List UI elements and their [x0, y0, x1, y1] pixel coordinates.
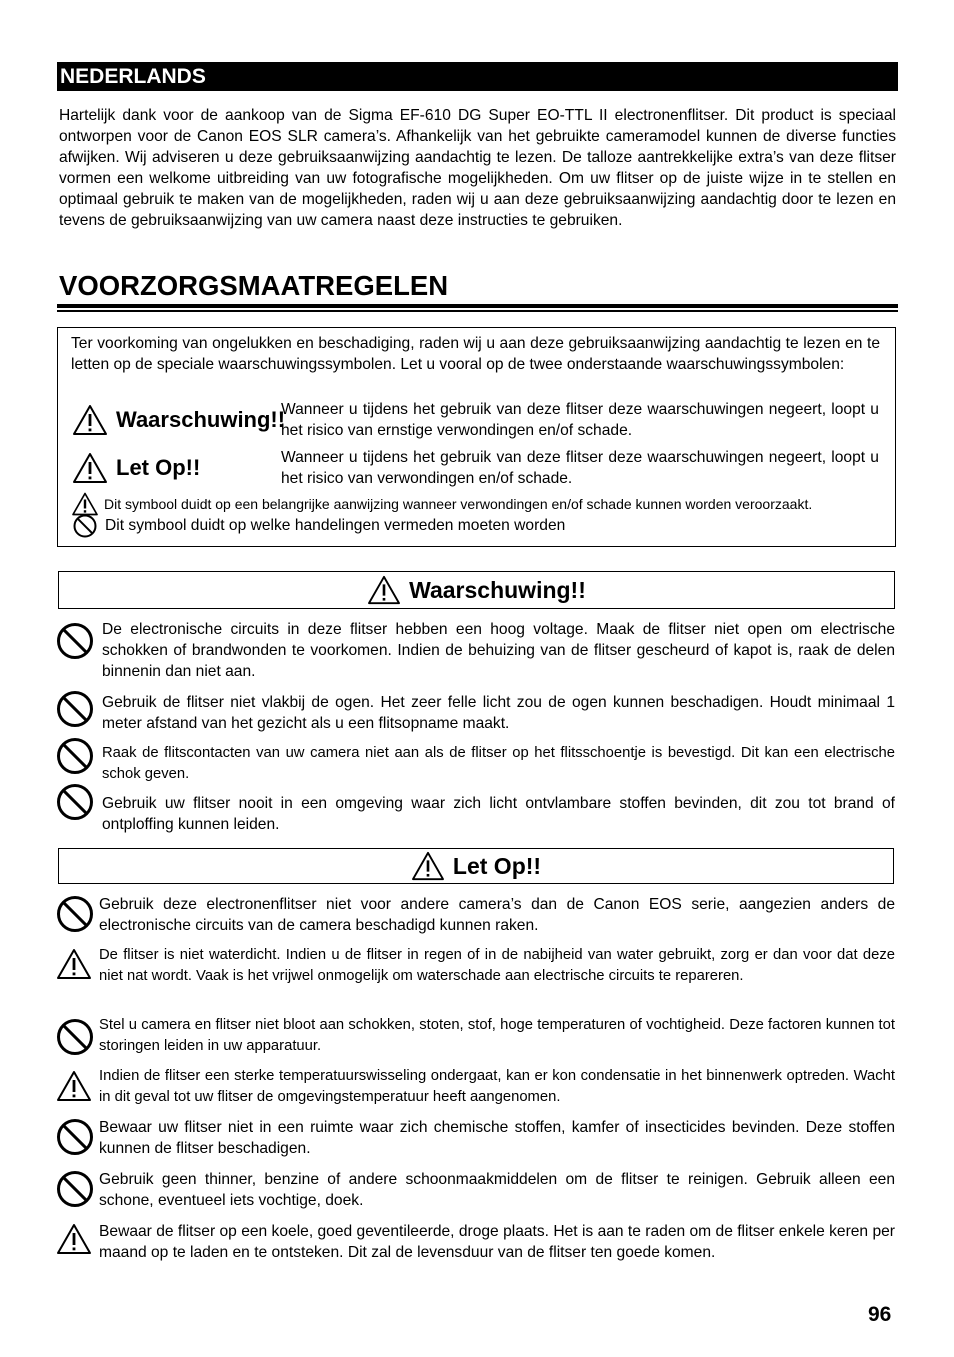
caution-section-header [58, 848, 894, 884]
legend-caution-desc: Wanneer u tijdens het gebruik van deze flitser deze waarschuwingen negeert, loopt u het risico van verwondingen en/of schade. [281, 449, 879, 487]
caution-item-4: Indien de flitser een sterke temperatuurswisseling ondergaat, kan er kon condensatie in het binnenwerk optreden. Wacht in dit geval tot uw flitser de omgevingstemperatuur heeft aangenomen. [99, 1068, 895, 1105]
caution-item-5: Bewaar uw flitser niet in een ruimte waar zich chemische stoffen, kamfer of insecticides bevinden. Deze stoffen kunnen de flitser beschadigen. [99, 1119, 895, 1157]
legend-intro: Ter voorkoming van ongelukken en beschadiging, raden wij u aan deze gebruiksaanwijzing aandachtig te lezen en te letten op de speciale waarschuwingssymbolen. Let u vooral op de twee onderstaande waarschuwingssymbolen: [71, 335, 880, 373]
warning-triangle-icon [56, 947, 92, 981]
language-header: NEDERLANDS [57, 62, 898, 91]
prohibited-icon [56, 783, 94, 821]
caution-item-6: Gebruik geen thinner, benzine of andere schoonmaakmiddelen om de flitser te reinigen. Gebruik alleen een schone, eventueel iets vochtige, doek. [99, 1171, 895, 1209]
warning-triangle-icon [367, 575, 401, 605]
caution-section-title: Let Op!! [452, 852, 542, 879]
warning-triangle-icon [411, 851, 445, 881]
prohibited-icon [56, 895, 94, 933]
warning-section-header [58, 571, 895, 609]
warning-item-3: Raak de flitscontacten van uw camera niet aan als de flitser op het flitsschoentje is bevestigd. Dit kan een electrische schok geven. [102, 745, 895, 782]
warning-section-title: Waarschuwing!! [409, 576, 586, 603]
prohibited-icon [56, 1170, 94, 1208]
prohibited-icon [56, 1118, 94, 1156]
warning-item-1: De electronische circuits in deze flitser hebben een hoog voltage. Maak de flitser niet open om electrische schokken of brandwonden te voorkomen. Indien de behuizing van de flitser gescheurd of kapot is, raak de delen binnenin dan niet aan. [102, 621, 895, 680]
legend-caution-label: Let Op!! [116, 455, 201, 480]
title-rule-thick [57, 304, 898, 308]
intro-paragraph: Hartelijk dank voor de aankoop van de Sigma EF-610 DG Super EO-TTL II electronenflitser. Dit product is speciaal ontworpen voor de Canon EOS SLR camera’s. Afhankelijk van het gebruikte cameramodel kunnen de diverse functies afwijken. Wij adviseren u deze gebruiksaanwijzing aandachtig te lezen. De talloze aantrekkelijke extra’s van deze flitser vormen een welkome uitbreiding van uw fotografische mogelijkheden. Om uw flitser op de juiste wijze in te stellen en optimaal gebruik te maken van de mogelijkheden, raden wij u aan deze gebruiksaanwijzing aandachtig door te lezen en tevens de gebruiksaanwijzing van uw camera naast deze instructies te gebruiken. [59, 107, 896, 229]
warning-triangle-icon [71, 492, 99, 516]
prohibited-icon [56, 737, 94, 775]
caution-item-3: Stel u camera en flitser niet bloot aan schokken, stoten, stof, hoge temperaturen of vochtigheid. Deze factoren kunnen tot storingen leiden in uw apparatuur. [99, 1017, 895, 1054]
legend-prohibited-note: Dit symbool duidt op welke handelingen vermeden moeten worden [105, 517, 566, 534]
caution-item-1: Gebruik deze electronenflitser niet voor andere camera’s dan de Canon EOS serie, aangezien anders de electronische circuits van de camera beschadigd kunnen raken. [99, 896, 895, 934]
legend-warning-label: Waarschuwing!! [116, 407, 286, 432]
warning-item-2: Gebruik de flitser niet vlakbij de ogen. Het zeer felle licht zou de ogen kunnen beschadigen. Houdt minimaal 1 meter afstand van het gezicht als u een flitsopname maakt. [102, 694, 895, 732]
title-rule-thin [57, 310, 898, 312]
legend-triangle-note: Dit symbool duidt op een belangrijke aanwijzing wanneer verwondingen en/of schade kunnen worden veroorzaakt. [104, 496, 813, 512]
warning-triangle-icon [72, 452, 108, 484]
page-number: 96 [868, 1303, 892, 1326]
prohibited-icon [56, 690, 94, 728]
prohibited-icon [71, 514, 99, 538]
prohibited-icon [56, 1018, 94, 1056]
caution-item-2: De flitser is niet waterdicht. Indien u de flitser in regen of in de nabijheid van water gebruikt, zorg er dan voor dat deze niet nat wordt. Vaak is het vrijwel onmogelijk om waterschade aan electrische circuits te repareren. [99, 947, 895, 984]
prohibited-icon [56, 622, 94, 660]
warning-triangle-icon [72, 404, 108, 436]
caution-item-7: Bewaar de flitser op een koele, goed geventileerde, droge plaats. Het is aan te raden om de flitser enkele keren per maand op te laden en te ontsteken. Dit zal de levensduur van de flitser ten goede komen. [99, 1223, 895, 1261]
warning-item-4: Gebruik uw flitser nooit in een omgeving waar zich licht ontvlambare stoffen bevinden, dit zou tot brand of ontploffing kunnen leiden. [102, 795, 895, 833]
legend-warning-desc: Wanneer u tijdens het gebruik van deze flitser deze waarschuwingen negeert, loopt u het risico van ernstige verwondingen en/of schade. [281, 401, 879, 439]
warning-triangle-icon [56, 1069, 92, 1103]
page-title: VOORZORGSMAATREGELEN [59, 270, 449, 301]
warning-triangle-icon [56, 1222, 92, 1256]
